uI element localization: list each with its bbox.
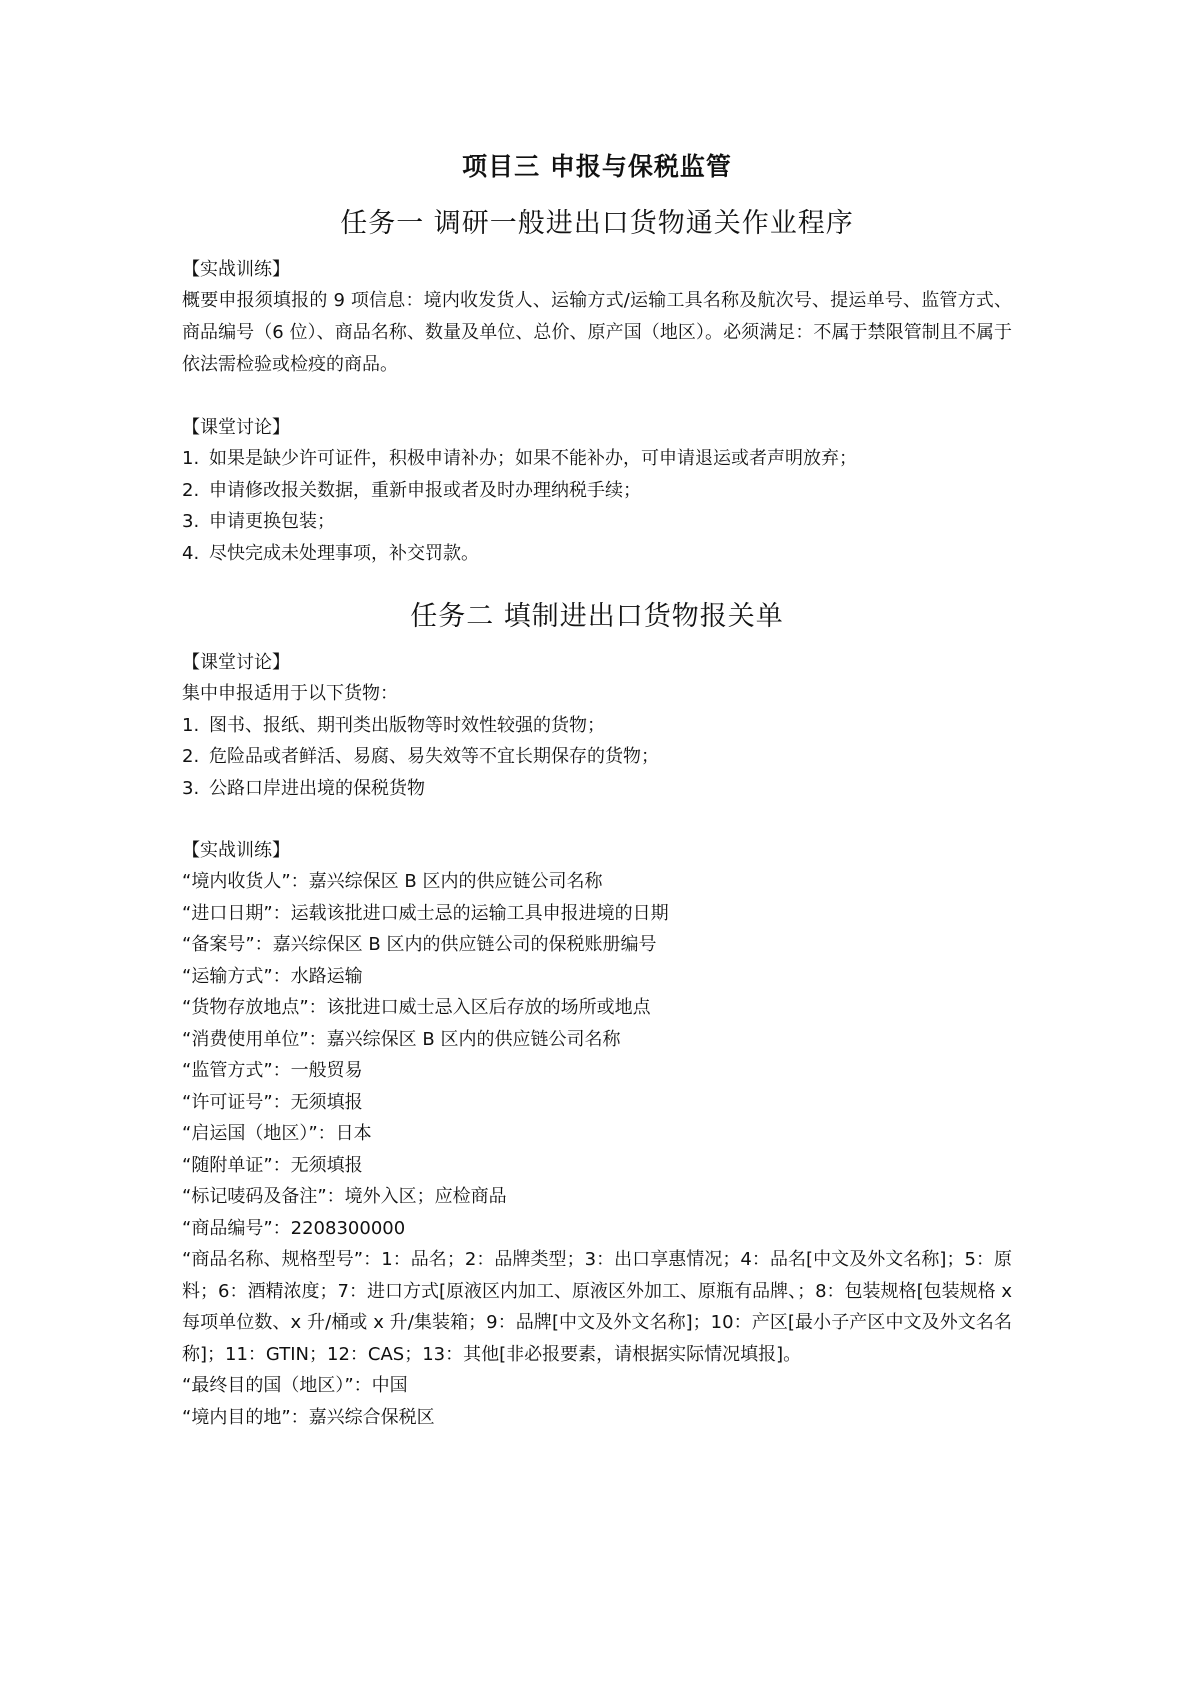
field-import-date: “进口日期”：运载该批进口威士忌的运输工具申报进境的日期	[182, 902, 669, 924]
list-item	[182, 475, 1012, 507]
field-supervision-mode: “监管方式”：一般贸易	[182, 1060, 363, 1081]
field-final-destination-country: “最终目的国（地区）”：中国	[182, 1375, 408, 1396]
list-item-number: 2.	[182, 479, 200, 501]
list-item-number: 1.	[182, 448, 200, 469]
list-item-text: 尽快完成未处理事项，补交罚款。	[209, 542, 479, 564]
task2-discussion-list	[182, 710, 1012, 805]
field-consumer-unit: “消费使用单位”：嘉兴综保区 B 区内的供应链公司名称	[182, 1028, 621, 1050]
list-item-number: 4.	[182, 542, 200, 564]
document-title: 项目三 申报与保税监管	[462, 152, 732, 181]
list-item	[182, 710, 1012, 742]
task1-discussion-label: 【课堂讨论】	[182, 417, 290, 438]
task1-practice-label: 【实战训练】	[182, 259, 290, 280]
spacer	[182, 804, 1012, 835]
field-commodity-name-spec: “商品名称、规格型号”：1：品名；2：品牌类型；3：出口享惠情况；4：品名[中文及外文名称]；5：原料；6：酒精浓度；7：进口方式[原液区内加工、原液区外加工、原瓶有品牌、；8：包装规格[包装规格 x 每项单位数、x 升/桶或 x 升/集装箱；9：品牌[中文及外文名称]；10：产区[最小子产区中文及外文名名称]；11：GTIN；12：CAS；13：其他[非必报要素，请根据实际情况填报]。	[182, 1249, 1012, 1365]
list-item	[182, 773, 1012, 805]
task2-practice-fields	[182, 866, 1012, 1433]
list-item-number: 2.	[182, 746, 200, 767]
field-domestic-destination: “境内目的地”：嘉兴综合保税区	[182, 1406, 435, 1428]
list-item-text: 公路口岸进出境的保税货物	[209, 777, 425, 799]
document-content	[182, 152, 1012, 1433]
field-storage-location: “货物存放地点”：该批进口威士忌入区后存放的场所或地点	[182, 997, 651, 1018]
list-item-text: 如果是缺少许可证件，积极申请补办；如果不能补办，可申请退运或者声明放弃；	[209, 448, 857, 469]
list-item	[182, 506, 1012, 538]
list-item-number: 1.	[182, 714, 200, 736]
task2-title: 任务二 填制进出口货物报关单	[410, 601, 784, 632]
field-license-number: “许可证号”：无须填报	[182, 1091, 363, 1113]
list-item	[182, 538, 1012, 570]
list-item	[182, 443, 1012, 475]
field-commodity-code: “商品编号”：2208300000	[182, 1217, 406, 1239]
spacer	[182, 381, 1012, 412]
field-transport-mode: “运输方式”：水路运输	[182, 965, 363, 987]
task1-discussion-list	[182, 443, 1012, 569]
field-origin-country: “启运国（地区）”：日本	[182, 1123, 372, 1144]
task2-discussion-intro: 集中申报适用于以下货物：	[182, 683, 398, 704]
list-item-text: 申请修改报关数据，重新申报或者及时办理纳税手续；	[209, 479, 641, 501]
list-item-text: 危险品或者鲜活、易腐、易失效等不宜长期保存的货物；	[209, 746, 659, 767]
task2-discussion-label: 【课堂讨论】	[182, 652, 290, 673]
task1-practice-text: 概要申报须填报的 9 项信息：境内收发货人、运输方式/运输工具名称及航次号、提运单号、监管方式、商品编号（6 位）、商品名称、数量及单位、总价、原产国（地区）。必须满足：不属于禁限管制且不属于依法需检验或检疫的商品。	[182, 290, 1012, 375]
list-item	[182, 741, 1012, 773]
list-item-number: 3.	[182, 777, 200, 799]
task1-title: 任务一 调研一般进出口货物通关作业程序	[340, 208, 854, 239]
field-marks-remarks: “标记唛码及备注”：境外入区；应检商品	[182, 1186, 507, 1207]
field-domestic-consignee: “境内收货人”：嘉兴综保区 B 区内的供应链公司名称	[182, 871, 603, 892]
task2-practice-label: 【实战训练】	[182, 840, 290, 861]
field-record-number: “备案号”：嘉兴综保区 B 区内的供应链公司的保税账册编号	[182, 934, 657, 955]
list-item-text: 图书、报纸、期刊类出版物等时效性较强的货物；	[209, 714, 605, 736]
field-attached-documents: “随附单证”：无须填报	[182, 1154, 363, 1176]
list-item-number: 3.	[182, 511, 200, 532]
list-item-text: 申请更换包装；	[209, 511, 335, 532]
